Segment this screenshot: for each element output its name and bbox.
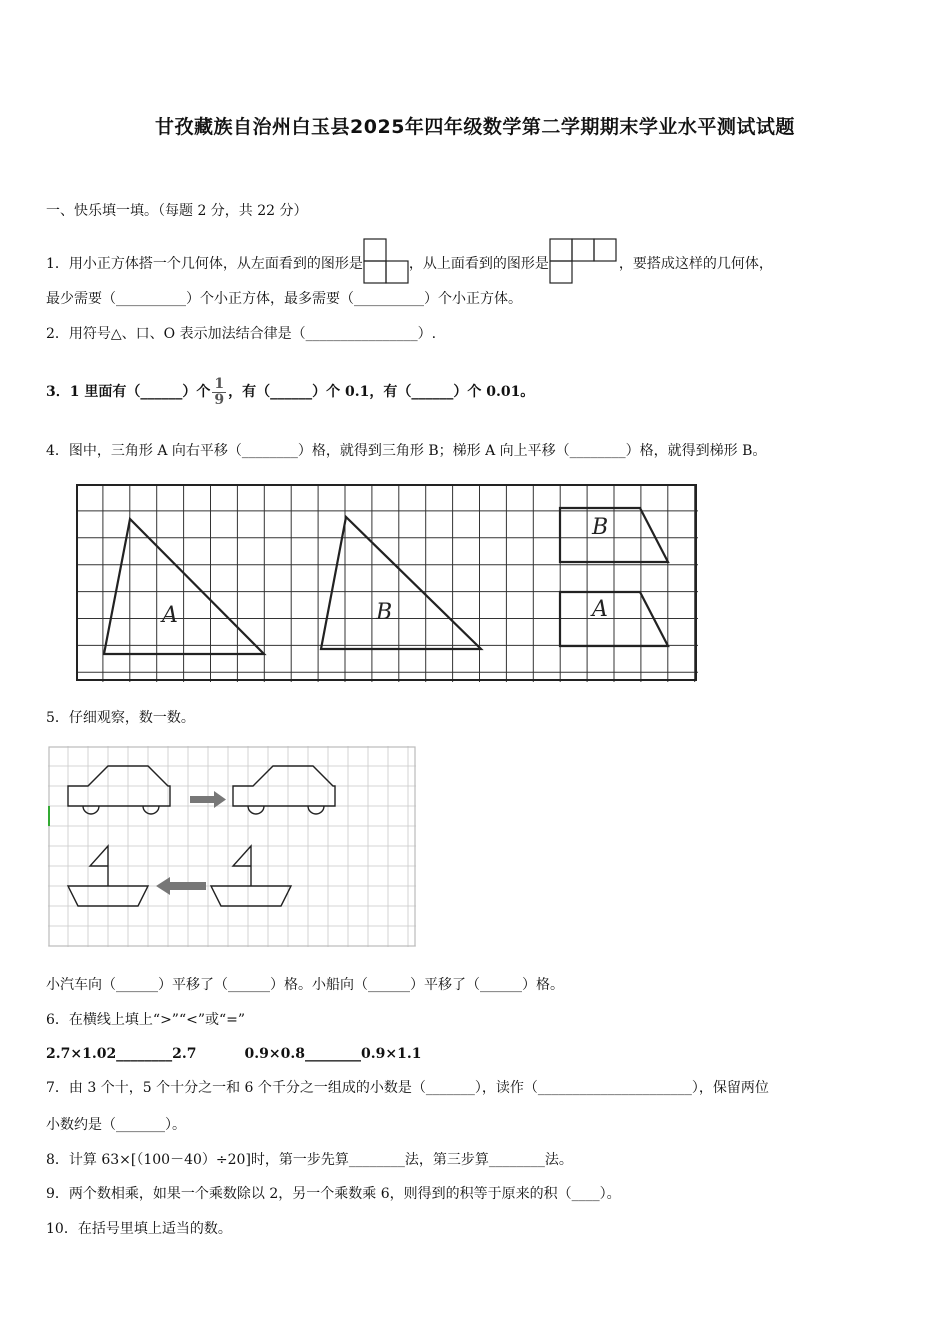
page-title: 甘孜藏族自治州白玉县2025年四年级数学第二学期期末学业水平测试试题 (155, 116, 795, 138)
question-6: 6．在横线上填上“>”“<”或“=” (46, 1012, 246, 1028)
question-7-line2: 小数约是（_______）。 (46, 1117, 186, 1133)
fraction-denominator: 9 (214, 391, 225, 408)
grid-lines (76, 484, 698, 682)
label-trapezoid-a: A (592, 597, 608, 622)
car-boat-grid-figure (48, 746, 416, 947)
fraction-numerator: 1 (214, 375, 225, 392)
question-8: 8．计算 63×[（100－40）÷20]时，第一步先算________法，第三步算________法。 (46, 1152, 573, 1168)
boat-right (211, 846, 291, 906)
question-10: 10．在括号里填上适当的数。 (46, 1221, 232, 1237)
label-triangle-b: B (376, 600, 393, 625)
arrow-left-icon (156, 877, 206, 895)
question-5: 5．仔细观察，数一数。 (46, 710, 195, 726)
label-trapezoid-b: B (592, 515, 609, 540)
q6-expression-1: 2.7×1.02________2.7 (46, 1046, 197, 1062)
q3-text-b: ，有（______）个 0.1，有（______）个 0.01。 (228, 384, 535, 400)
q1-text-c: ，要搭成这样的几何体， (618, 256, 773, 272)
question-1 (46, 238, 773, 290)
section-heading: 一、快乐填一填。（每题 2 分，共 22 分） (46, 203, 308, 219)
car-original (68, 766, 170, 814)
q6-expression-2: 0.9×0.8________0.9×1.1 (244, 1046, 422, 1062)
question-4: 4．图中，三角形 A 向右平移（________）格，就得到三角形 B；梯形 A 向上平移（________）格，就得到梯形 B。 (46, 443, 767, 459)
question-6-expressions (46, 1044, 421, 1064)
question-3 (46, 370, 534, 414)
q1-text-a: 1．用小正方体搭一个几何体，从左面看到的图形是 (46, 256, 363, 272)
question-2: 2．用符号△、口、O 表示加法结合律是（________________）. (46, 326, 437, 342)
q1-text-b: ，从上面看到的图形是 (408, 256, 549, 272)
question-9: 9．两个数相乘，如果一个乘数除以 2，另一个乘数乘 6，则得到的积等于原来的积（____）。 (46, 1186, 621, 1202)
top-view-figure (549, 238, 619, 290)
question-7-line1: 7．由 3 个十，5 个十分之一和 6 个千分之一组成的小数是（_______），读作（______________________），保留两位 (46, 1080, 769, 1096)
q3-text-a: 3．1 里面有（______）个 (46, 384, 211, 400)
left-view-figure (363, 238, 409, 290)
question-1-line2: 最少需要（__________）个小正方体，最多需要（__________）个小正方体。 (46, 291, 522, 307)
question-5-answer: 小汽车向（______）平移了（______）格。小船向（______）平移了（______）格。 (46, 977, 564, 993)
fraction-one-ninth (212, 377, 226, 408)
translation-grid-figure (76, 484, 698, 682)
label-triangle-a: A (162, 603, 178, 628)
